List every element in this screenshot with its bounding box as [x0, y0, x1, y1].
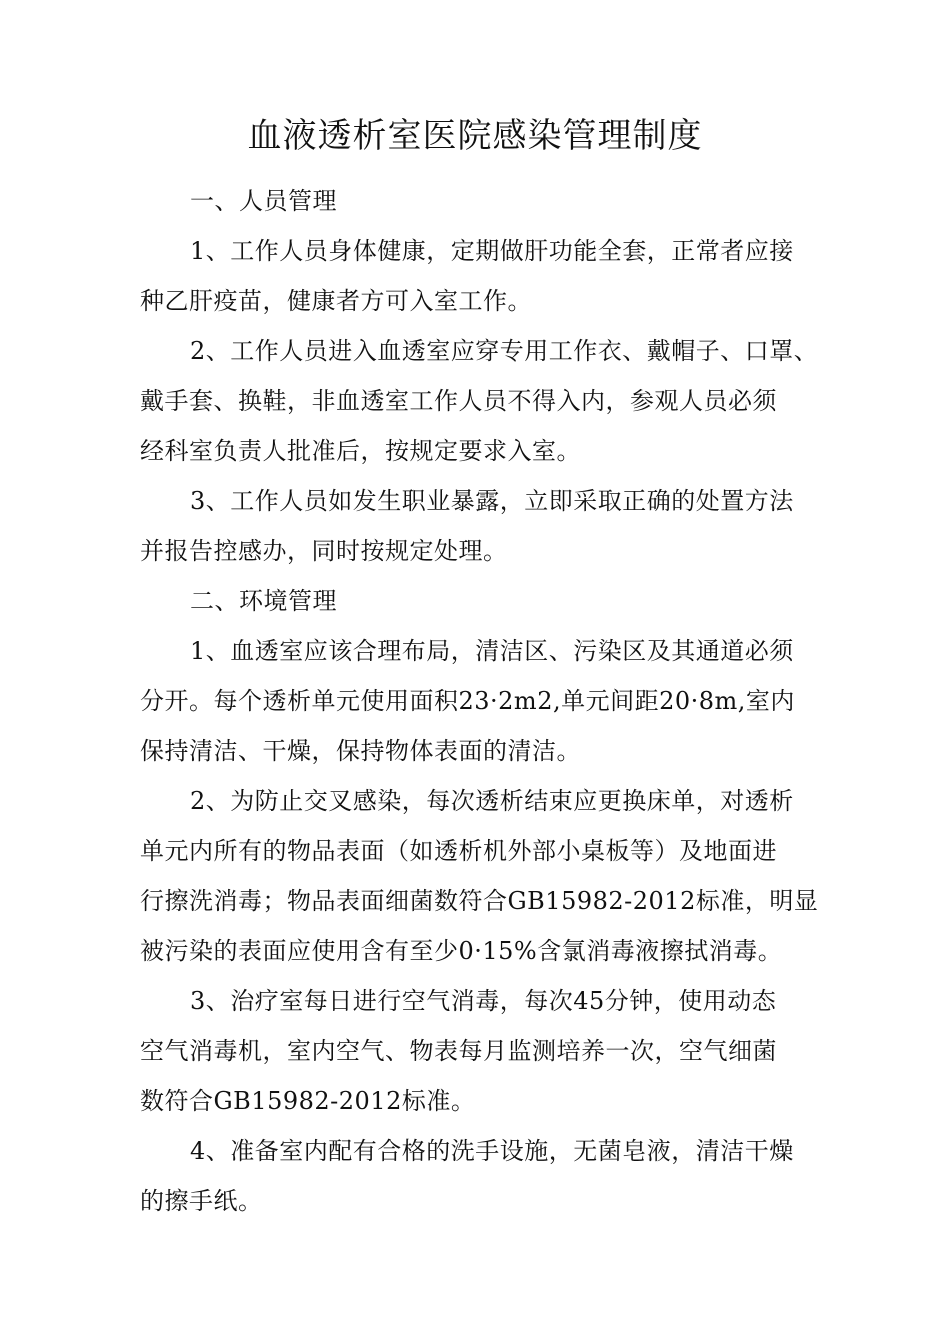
paragraph-line: 2、工作人员进入血透室应穿专用工作衣、戴帽子、口罩、: [190, 337, 819, 365]
paragraph-line: 单元内所有的物品表面（如透析机外部小桌板等）及地面进: [140, 837, 777, 865]
section-heading-personnel: 一、人员管理: [190, 187, 337, 215]
paragraph-line: 数符合GB15982-2012标准。: [140, 1087, 476, 1115]
paragraph-line: 被污染的表面应使用含有至少0·15%含氯消毒液擦拭消毒。: [140, 937, 783, 965]
paragraph-line: 3、工作人员如发生职业暴露，立即采取正确的处置方法: [190, 487, 794, 515]
paragraph-line: 行擦洗消毒；物品表面细菌数符合GB15982-2012标准，明显: [140, 887, 819, 915]
paragraph-line: 1、血透室应该合理布局，清洁区、污染区及其通道必须: [190, 637, 794, 665]
section-heading-environment: 二、环境管理: [190, 587, 337, 615]
paragraph-line: 3、治疗室每日进行空气消毒，每次45分钟，使用动态: [190, 987, 777, 1015]
paragraph-line: 的擦手纸。: [140, 1187, 263, 1215]
paragraph-line: 并报告控感办，同时按规定处理。: [140, 537, 508, 565]
document-title: 血液透析室医院感染管理制度: [247, 116, 703, 156]
paragraph-line: 种乙肝疫苗，健康者方可入室工作。: [140, 287, 532, 315]
paragraph-line: 分开。每个透析单元使用面积23·2m2,单元间距20·8m,室内: [140, 687, 795, 715]
paragraph-line: 2、为防止交叉感染，每次透析结束应更换床单，对透析: [190, 787, 794, 815]
paragraph-line: 保持清洁、干燥，保持物体表面的清洁。: [140, 737, 581, 765]
paragraph-line: 空气消毒机，室内空气、物表每月监测培养一次，空气细菌: [140, 1037, 777, 1065]
paragraph-line: 经科室负责人批准后，按规定要求入室。: [140, 437, 581, 465]
paragraph-line: 1、工作人员身体健康，定期做肝功能全套，正常者应接: [190, 237, 794, 265]
paragraph-line: 戴手套、换鞋，非血透室工作人员不得入内，参观人员必须: [140, 387, 777, 415]
paragraph-line: 4、准备室内配有合格的洗手设施，无菌皂液，清洁干燥: [190, 1137, 794, 1165]
